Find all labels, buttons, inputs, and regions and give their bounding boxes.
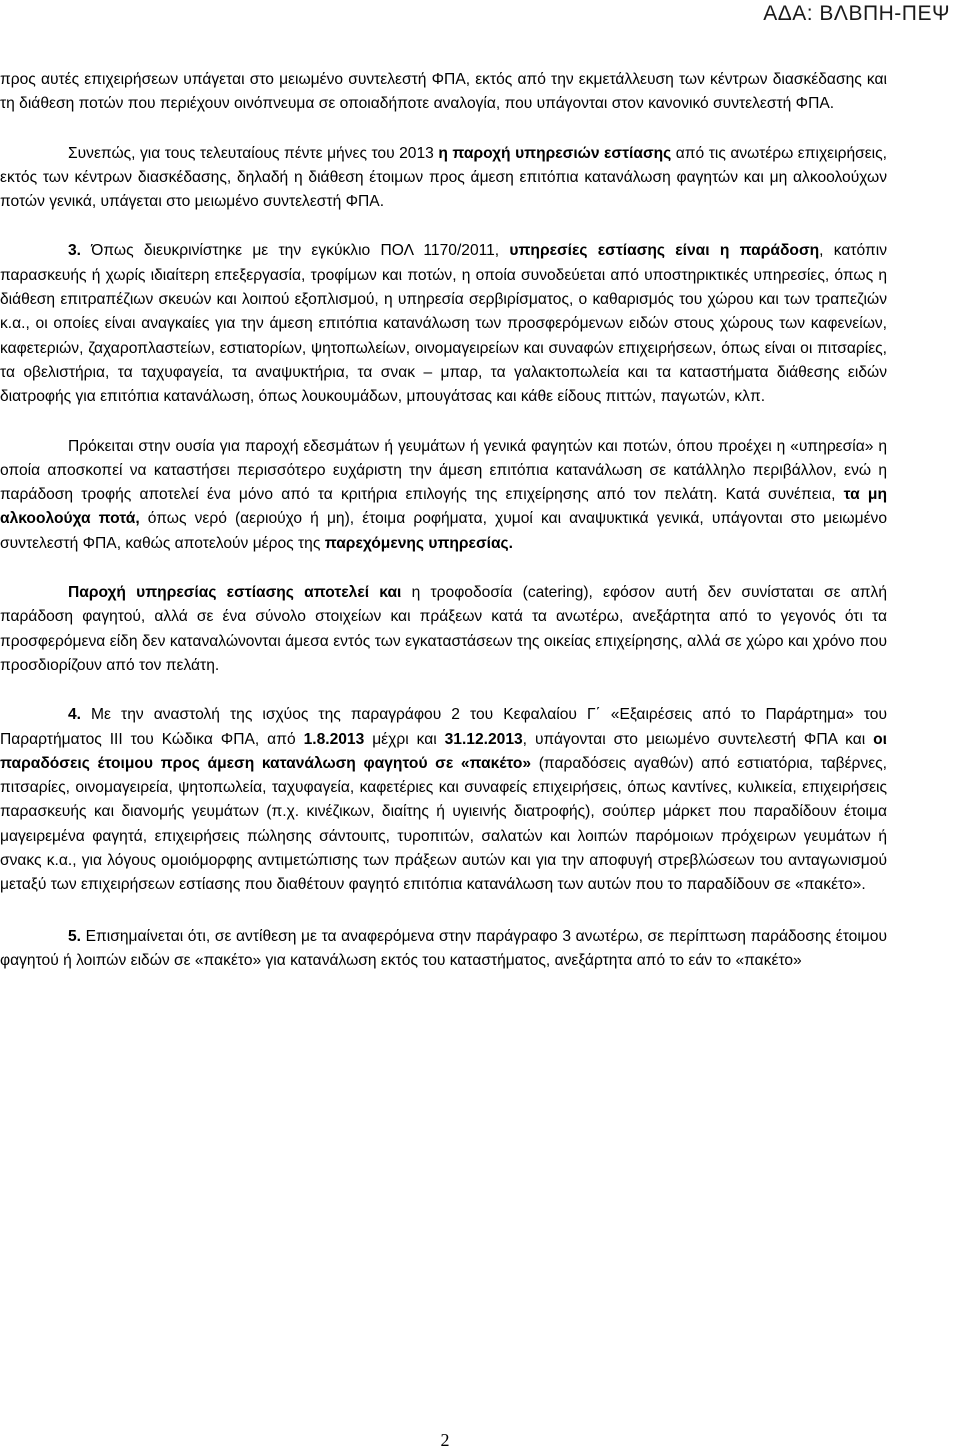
ada-code: ΑΔΑ: ΒΛΒΠΗ-ΠΕΨ — [763, 2, 950, 25]
section-number-4: 4. — [68, 706, 82, 724]
paragraph-6-text-3: , υπάγονται στο μειωμένο συντελεστή ΦΠΑ και — [522, 730, 874, 748]
document-body — [0, 68, 887, 973]
paragraph-4-bold: τα μη αλκοολούχα ποτά, — [0, 486, 887, 528]
paragraph-6 — [0, 703, 887, 897]
section-number-3: 3. — [68, 242, 82, 260]
paragraph-3-text-end: , κατόπιν παρασκευής ή χωρίς ιδιαίτερη επεξεργασία, τροφίμων και ποτών, η οποία συνοδεύεται από υποστηρικτικές υπηρεσίες, όπως η διάθεση επιτραπέζιων σκευών και λοιπού εξοπλισμού, η υπηρεσία σερβιρίσματος, ο καθαρισμός του χώρου και των τραπεζιών κ.α., οι οποίες είναι αναγκαίες για την άμεση επιτόπια κατανάλωση των προσφερόμενων ειδών στους χώρους των καφενείων, καφετεριών, ζαχαροπλαστείων, εστιατορίων, ψητοπωλείων, οινομαγειρείων και συναφών επιχειρήσεων, όπως είναι οι πιτσαρίες, τα οβελιστήρια, τα ταχυφαγεία, τα αναψυκτήρια, τα σνακ – μπαρ, τα γαλακτοπωλεία και τα καταστήματα διάθεσης ειδών διατροφής για επιτόπια κατανάλωση, όπως λουκουμάδων, μπουγάτσας και κάθε είδους πιττών, παγωτών, κλπ. — [0, 242, 888, 406]
paragraph-3 — [0, 239, 887, 409]
paragraph-4-bold-end: παρεχόμενης υπηρεσίας. — [324, 534, 513, 552]
paragraph-4 — [0, 435, 887, 556]
paragraph-1-text: προς αυτές επιχειρήσεων υπάγεται στο μειωμένο συντελεστή ΦΠΑ, εκτός από την εκμετάλλευση των κέντρων διασκέδασης και τη διάθεση ποτών που περιέχουν οινόπνευμα σε οποιαδήποτε αναλογία, που υπάγονται στον κανονικό συντελεστή ΦΠΑ. — [0, 71, 887, 113]
paragraph-6-text: Με την αναστολή της ισχύος της παραγράφου 2 του Κεφαλαίου Γ΄ «Εξαιρέσεις από το Παράρτημα» του Παραρτήματος ΙΙΙ του Κώδικα ΦΠΑ, από — [0, 706, 887, 748]
paragraph-5-bold: Παροχή υπηρεσίας εστίασης αποτελεί και — [68, 584, 402, 602]
paragraph-7-text: Επισημαίνεται ότι, σε αντίθεση με τα αναφερόμενα στην παράγραφο 3 ανωτέρω, σε περίπτωση παράδοσης έτοιμου φαγητού ή λοιπών ειδών σε «πακέτο» για κατανάλωση εκτός του καταστήματος, ανεξάρτητα από το εάν το «πακέτο» — [0, 927, 887, 969]
paragraph-6-text-2: μέχρι και — [364, 730, 445, 748]
page-number: 2 — [440, 1430, 450, 1450]
section-number-5: 5. — [68, 927, 82, 945]
paragraph-5-text: η τροφοδοσία (catering), εφόσον αυτή δεν συνίσταται σε απλή παράδοση φαγητού, αλλά σε ένα σύνολο στοιχείων και πράξεων κατά τα ανωτέρω, ανεξάρτητα από το γεγονός ότι τα προσφερόμενα είδη δεν καταναλώνονται άμεσα εντός των εγκαταστάσεων της οικείας επιχείρησης, αλλά σε χώρο και χρόνο που προσδιορίζουν από τον πελάτη. — [0, 584, 887, 674]
date-end: 31.12.2013 — [444, 730, 523, 748]
paragraph-3-text: Όπως διευκρινίστηκε με την εγκύκλιο ΠΟΛ 1170/2011, — [81, 242, 510, 260]
paragraph-6-text-4: (παραδόσεις αγαθών) από εστιατόρια, ταβέρνες, πιτσαρίες, οινομαγειρεία, ψητοπωλεία, ταχυφαγεία, καφετέριες και συναφείς επιχειρήσεις, όπως καντίνες, κυλικεία, επιχειρήσεις παρασκευής και διανομής γευμάτων (π.χ. κινέζικων, διαίτης ή υγιεινής διατροφής), σούπερ μάρκετ που παραδίδουν έτοιμα μαγειρεμένα φαγητά, επιχειρήσεις πώλησης σάντουιτς, τυροπιτών, σαλατών και λοιπών παρόμοιων πρόχειρων γευμάτων ή σνακς κ.α., για λόγους ομοιόμορφης αντιμετώπισης των πράξεων αυτών και για την αποφυγή στρεβλώσεων του ανταγωνισμού μεταξύ των επιχειρήσεων εστίασης που διαθέτουν φαγητό επιτόπια κατανάλωση των αυτών που το παραδίδουν σε «πακέτο». — [0, 754, 887, 894]
date-start: 1.8.2013 — [303, 730, 365, 748]
paragraph-2-text: Συνεπώς, για τους τελευταίους πέντε μήνες του 2013 — [68, 144, 439, 162]
paragraph-2 — [0, 142, 887, 215]
paragraph-6-bold: οι παραδόσεις έτοιμου προς άμεση κατανάλωση φαγητού σε «πακέτο» — [0, 730, 887, 772]
paragraph-4-text-mid: όπως νερό (αεριούχο ή μη), έτοιμα ροφήματα, χυμοί και αναψυκτικά γενικά, υπάγονται στο μειωμένο συντελεστή ΦΠΑ, καθώς αποτελούν μέρος της — [0, 510, 887, 552]
paragraph-5 — [0, 581, 887, 678]
paragraph-7 — [0, 925, 887, 974]
paragraph-1 — [0, 68, 887, 117]
paragraph-3-bold: υπηρεσίες εστίασης είναι η παράδοση — [509, 242, 820, 260]
paragraph-2-bold: η παροχή υπηρεσιών εστίασης — [438, 144, 672, 162]
paragraph-4-text: Πρόκειται στην ουσία για παροχή εδεσμάτων ή γευμάτων ή γενικά φαγητών και ποτών, όπου προέχει η «υπηρεσία» η οποία αποσκοπεί να καταστήσει περισσότερο ευχάριστη την άμεση επιτόπια κατανάλωση σε κατάλληλο περιβάλλον, ενώ η παράδοση τροφής αποτελεί ένα μόνο από τα κριτήρια επιλογής της επιχείρησης από τον πελάτη. Κατά συνέπεια, — [0, 437, 887, 504]
paragraph-2-text-end: από τις ανωτέρω επιχειρήσεις, εκτός των κέντρων διασκέδασης, δηλαδή η διάθεση έτοιμων προς άμεση επιτόπια κατανάλωση φαγητών και μη αλκοολούχων ποτών γενικά, υπάγεται στο μειωμένο συντελεστή ΦΠΑ. — [0, 144, 887, 211]
